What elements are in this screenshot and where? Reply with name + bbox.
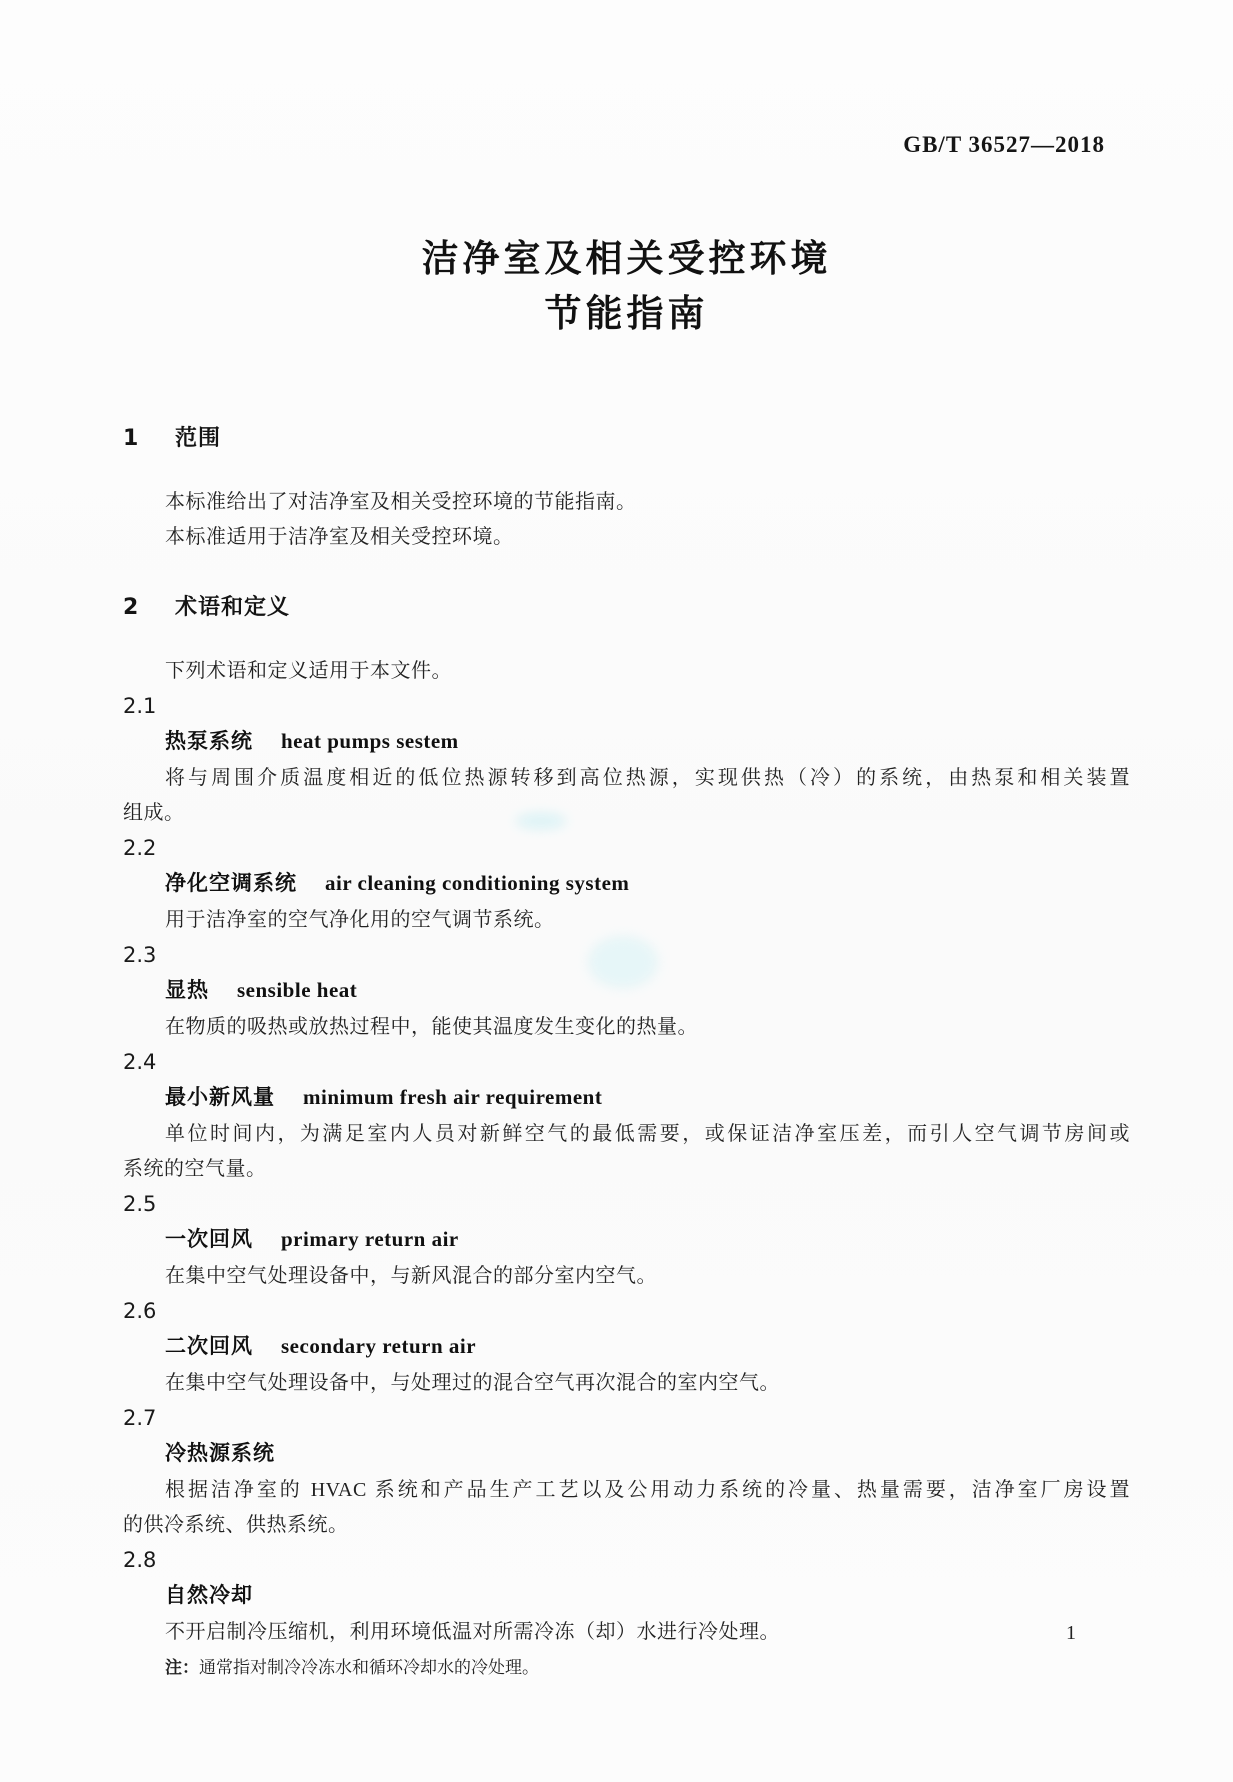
term-name-zh: 热泵系统 xyxy=(165,729,253,753)
term-block-2-6 xyxy=(123,1294,1130,1401)
term-name-en: air cleaning conditioning system xyxy=(325,871,630,895)
term-name-zh: 冷热源系统 xyxy=(165,1441,275,1465)
term-name-en: heat pumps sestem xyxy=(281,729,459,753)
term-name-zh: 最小新风量 xyxy=(165,1085,275,1109)
term-block-2-5 xyxy=(123,1187,1130,1294)
term-block-2-2 xyxy=(123,831,1130,938)
section-title: 术语和定义 xyxy=(175,595,291,620)
term-note xyxy=(123,1650,1130,1686)
terms-list xyxy=(123,689,1130,1686)
term-definition-line: 将与周围介质温度相近的低位热源转移到高位热源，实现供热（冷）的系统，由热泵和相关装置 xyxy=(165,767,1130,789)
term-number: 2.1 xyxy=(123,694,157,718)
term-definition-line: 的供冷系统、供热系统。 xyxy=(123,1514,349,1536)
term-name-zh: 净化空调系统 xyxy=(165,871,297,895)
standard-code: GB/T 36527—2018 xyxy=(903,132,1105,157)
term-definition-line: 单位时间内，为满足室内人员对新鲜空气的最低需要，或保证洁净室压差，而引人空气调节房间或 xyxy=(165,1123,1130,1145)
term-definition-line: 不开启制冷压缩机，利用环境低温对所需冷冻（却）水进行冷处理。 xyxy=(165,1621,780,1643)
section-number: 2 xyxy=(123,595,140,620)
term-name-line xyxy=(123,973,1130,1010)
term-name-en: sensible heat xyxy=(237,978,358,1002)
scope-paragraph: 本标准给出了对洁净室及相关受控环境的节能指南。 xyxy=(165,491,637,513)
scope-paragraphs xyxy=(123,485,1130,555)
section-title: 范围 xyxy=(175,426,222,451)
page-number: 1 xyxy=(1066,1622,1076,1644)
term-name-line xyxy=(123,1436,1130,1473)
term-number: 2.7 xyxy=(123,1406,157,1430)
term-name-line xyxy=(123,866,1130,903)
term-name-en: secondary return air xyxy=(281,1334,477,1358)
term-block-2-1 xyxy=(123,689,1130,831)
term-definition-line: 组成。 xyxy=(123,802,185,824)
term-name-line xyxy=(123,1080,1130,1117)
term-name-en: primary return air xyxy=(281,1227,459,1251)
term-name-line xyxy=(123,724,1130,761)
term-number: 2.2 xyxy=(123,836,157,860)
term-block-2-7 xyxy=(123,1401,1130,1543)
term-definition-line: 系统的空气量。 xyxy=(123,1158,267,1180)
scope-paragraph: 本标准适用于洁净室及相关受控环境。 xyxy=(165,526,514,548)
term-definition-line: 根据洁净室的 HVAC 系统和产品生产工艺以及公用动力系统的冷量、热量需要，洁净室厂房设置 xyxy=(165,1479,1130,1501)
term-name-zh: 一次回风 xyxy=(165,1227,253,1251)
term-name-line xyxy=(123,1329,1130,1366)
note-text: 通常指对制冷冷冻水和循环冷却水的冷处理。 xyxy=(199,1658,539,1677)
term-name-en: minimum fresh air requirement xyxy=(303,1085,603,1109)
term-block-2-8 xyxy=(123,1543,1130,1686)
terms-intro: 下列术语和定义适用于本文件。 xyxy=(165,660,452,682)
term-number: 2.3 xyxy=(123,943,157,967)
title-line-2: 节能指南 xyxy=(544,292,709,335)
terms-intro-wrap xyxy=(123,654,1130,689)
document-title xyxy=(123,231,1130,341)
term-block-2-4 xyxy=(123,1045,1130,1187)
term-definition-line: 在集中空气处理设备中，与处理过的混合空气再次混合的室内空气。 xyxy=(165,1372,780,1394)
term-block-2-3 xyxy=(123,938,1130,1045)
term-definition-line: 在集中空气处理设备中，与新风混合的部分室内空气。 xyxy=(165,1265,657,1287)
section-number: 1 xyxy=(123,426,140,451)
term-number: 2.8 xyxy=(123,1548,157,1572)
term-name-line xyxy=(123,1578,1130,1615)
note-label: 注： xyxy=(165,1658,199,1678)
term-name-zh: 二次回风 xyxy=(165,1334,253,1358)
section-heading-terms xyxy=(123,594,1130,622)
term-number: 2.4 xyxy=(123,1050,157,1074)
term-definition-line: 用于洁净室的空气净化用的空气调节系统。 xyxy=(165,909,555,931)
page-content xyxy=(123,0,1130,1686)
section-heading-scope xyxy=(123,425,1130,453)
term-name-zh: 自然冷却 xyxy=(165,1583,253,1607)
term-name-line xyxy=(123,1222,1130,1259)
term-number: 2.6 xyxy=(123,1299,157,1323)
term-name-zh: 显热 xyxy=(165,978,209,1002)
title-line-1: 洁净室及相关受控环境 xyxy=(421,237,832,280)
term-definition-line: 在物质的吸热或放热过程中，能使其温度发生变化的热量。 xyxy=(165,1016,698,1038)
term-number: 2.5 xyxy=(123,1192,157,1216)
